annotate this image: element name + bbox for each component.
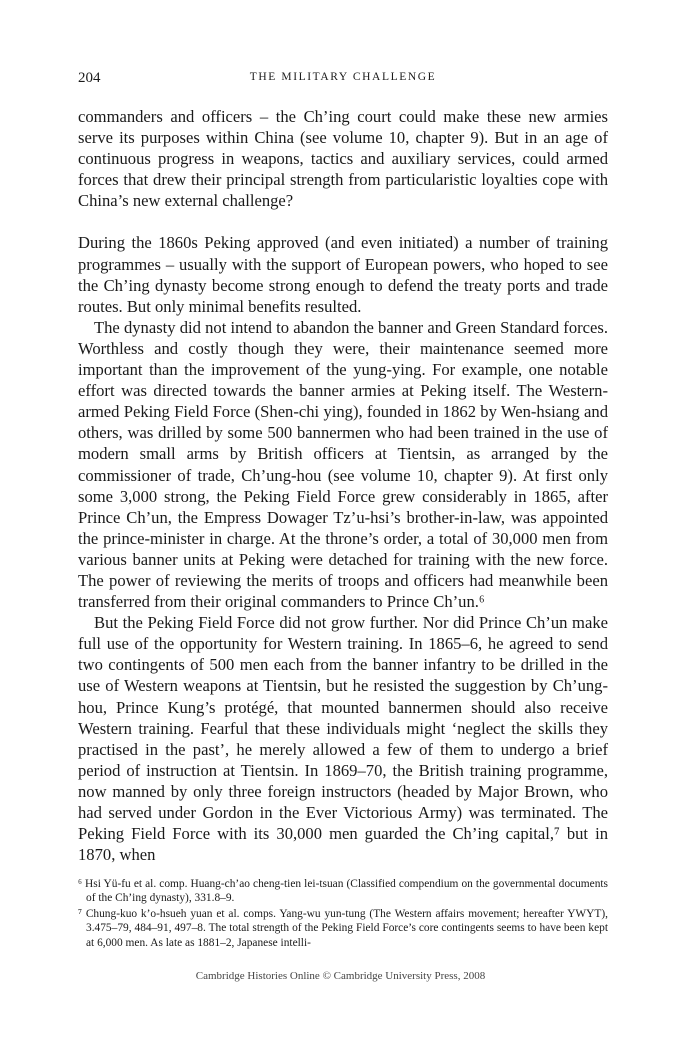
paragraph: But the Peking Field Force did not grow further. Nor did Prince Ch’un make full use of the opportunity for Western training. In 1865–6, he agreed to send two contingents of 500 men each from the banner infantry to be drilled in the use of Western weapons at Tientsin, but he resisted the suggestion by Ch’ung-hou, Prince Kung’s protégé, that mounted bannermen should also receive Western training. Fearful that these individuals might ‘neglect the skills they practised in the past’, he merely allowed a few of them to undergo a brief period of instruction at Tientsin. In 1869–70, the British training programme, now manned by only three foreign instructors (headed by Major Brown, who had served under Gordon in the Ever Victorious Army) was terminated. The Peking Field Force with its 30,000 men guarded the Ch’ing capital,⁷ but in 1870, when (78, 613, 608, 865)
section-break (78, 211, 608, 232)
running-title: THE MILITARY CHALLENGE (249, 71, 437, 83)
page-header (78, 70, 608, 90)
footnote: ⁶ Hsi Yü-fu et al. comp. Huang-ch’ao cheng-tien lei-tsuan (Classified compendium on the governmental documents of the Ch’ing dynasty), 331.8–9. (78, 878, 608, 905)
paragraph: The dynasty did not intend to abandon the banner and Green Standard forces. Worthless and costly though they were, their maintenance seemed more important than the improvement of the yung-ying. For example, one notable effort was directed towards the banner armies at Peking itself. The Western-armed Peking Field Force (Shen-chi ying), founded in 1862 by Wen-hsiang and others, was drilled by some 500 bannermen who had been trained in the use of modern small arms by British officers at Tientsin, as arranged by the commissioner of trade, Ch’ung-hou (see volume 10, chapter 9). At first only some 3,000 strong, the Peking Field Force grew considerably in 1865, after Prince Ch’un, the Empress Dowager Tz’u-hsi’s brother-in-law, was appointed the prince-minister in charge. At the throne’s order, a total of 30,000 men from various banner units at Peking were detached for training with the new force. The power of reviewing the merits of troops and officers had meanwhile been transferred from their original commanders to Prince Ch’un.⁶ (78, 317, 608, 612)
page-number: 204 (78, 70, 101, 86)
copyright-footer: Cambridge Histories Online © Cambridge University Press, 2008 (195, 970, 486, 982)
footnotes (78, 877, 608, 951)
paragraph-continued: commanders and officers – the Ch’ing court could make these new armies serve its purposes within China (see volume 10, chapter 9). But in an age of continuous progress in weapons, tactics and auxiliary services, could armed forces that drew their principal strength from particularistic loyalties cope with China’s new external challenge? (78, 107, 608, 211)
footnote: ⁷ Chung-kuo k’o-hsueh yuan et al. comps. Yang-wu yun-tung (The Western affairs movement; hereafter YWYT), 3.475–79, 484–91, 497–8. The total strength of the Peking Field Force’s core contingents seems to have been kept at 6,000 men. As late as 1881–2, Japanese intelli- (78, 907, 608, 949)
body-text (78, 106, 608, 865)
paragraph: During the 1860s Peking approved (and even initiated) a number of training programmes – usually with the support of European powers, who hoped to see the Ch’ing dynasty become strong enough to defend the treaty ports and trade routes. But only minimal benefits resulted. (78, 233, 608, 316)
